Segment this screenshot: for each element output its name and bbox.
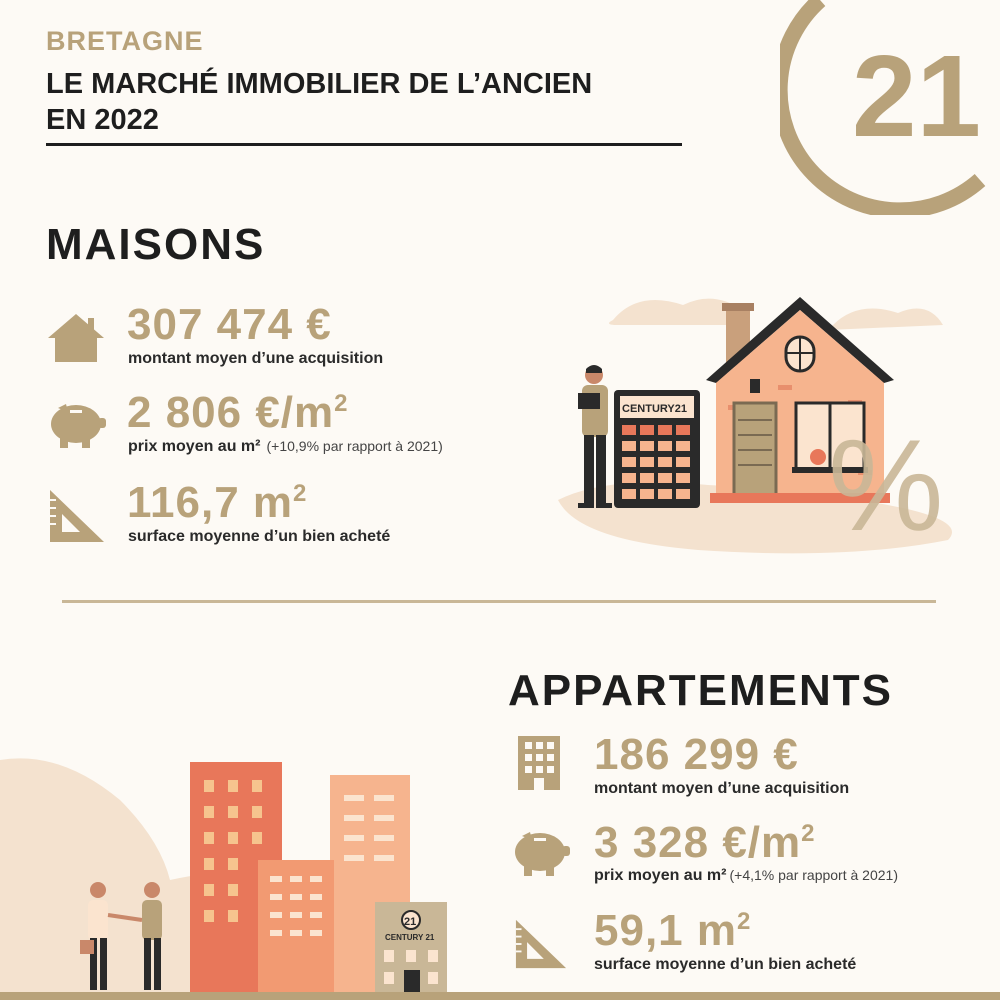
city-illustration bbox=[0, 740, 470, 1000]
page-title bbox=[46, 66, 592, 138]
piggy-bank-icon-2 bbox=[510, 826, 572, 880]
maisons-price-m2-caption-text: prix moyen au m² bbox=[128, 438, 261, 455]
appartements-price-caption: montant moyen d’une acquisition bbox=[594, 780, 850, 797]
piggy-bank-icon bbox=[46, 398, 108, 452]
page-title-line-2: EN 2022 bbox=[46, 104, 159, 136]
maisons-surface-value bbox=[127, 478, 307, 528]
appartements-price-m2-caption-text: prix moyen au m² bbox=[594, 867, 727, 884]
appartements-price-m2-note: (+4,1% par rapport à 2021) bbox=[729, 867, 898, 883]
maisons-price-m2-sup: 2 bbox=[334, 390, 349, 417]
ground-line bbox=[0, 992, 1000, 1000]
calculator-brand: CENTURY21 bbox=[622, 403, 687, 415]
percent-symbol: % bbox=[828, 412, 944, 558]
appartements-price-m2-caption bbox=[594, 867, 898, 885]
maisons-surface-sup: 2 bbox=[293, 480, 308, 507]
maisons-surface-number: 116,7 m bbox=[127, 478, 294, 527]
page-title-line-1: LE MARCHÉ IMMOBILIER DE L’ANCIEN bbox=[46, 68, 593, 100]
century21-logo bbox=[780, 0, 1000, 215]
maisons-price-m2-note: (+10,9% par rapport à 2021) bbox=[266, 438, 443, 454]
appartements-surface-sup: 2 bbox=[736, 908, 752, 935]
maisons-surface-caption: surface moyenne d’un bien acheté bbox=[128, 528, 391, 545]
appartements-surface-number: 59,1 m bbox=[594, 906, 737, 955]
maisons-title: MAISONS bbox=[46, 220, 266, 269]
maisons-price-value: 307 474 € bbox=[127, 300, 332, 349]
maisons-price-caption: montant moyen d’une acquisition bbox=[128, 350, 384, 367]
region-label: BRETAGNE bbox=[46, 26, 204, 56]
appartements-surface-value bbox=[594, 906, 751, 956]
maisons-price-m2-caption bbox=[128, 438, 443, 456]
set-square-icon-2 bbox=[514, 918, 568, 970]
header-divider bbox=[46, 143, 682, 146]
header bbox=[46, 26, 696, 150]
appartements-surface-caption: surface moyenne d’un bien acheté bbox=[594, 956, 857, 973]
building-brand-text: CENTURY 21 bbox=[385, 933, 435, 942]
house-icon bbox=[46, 312, 106, 364]
maisons-price-m2-value bbox=[127, 388, 349, 438]
appartements-price-m2-sup: 2 bbox=[801, 820, 816, 847]
appartements-price-value: 186 299 € bbox=[594, 730, 799, 779]
appartements-price-m2-value bbox=[594, 818, 816, 868]
maisons-price-m2-number: 2 806 €/m bbox=[127, 388, 335, 437]
set-square-icon bbox=[48, 488, 106, 544]
house-illustration bbox=[548, 285, 968, 565]
appartements-title: APPARTEMENTS bbox=[508, 666, 893, 715]
logo-text: 21 bbox=[852, 31, 982, 161]
building-logo-text: 21 bbox=[404, 916, 417, 928]
appartements-price-m2-number: 3 328 €/m bbox=[594, 818, 802, 867]
section-divider bbox=[62, 600, 936, 603]
building-icon bbox=[514, 734, 564, 792]
